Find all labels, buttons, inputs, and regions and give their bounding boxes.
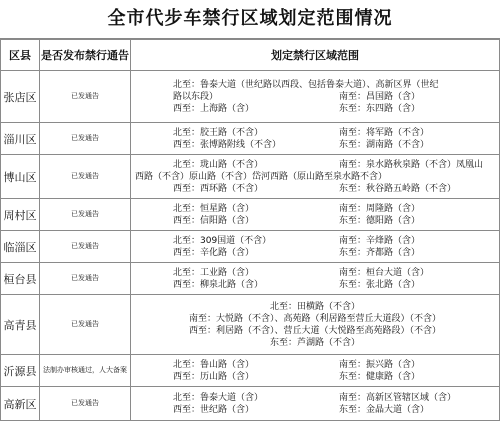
county-cell: 周村区 (1, 199, 40, 231)
range-text-right: 南至：将军路（不含） (339, 127, 430, 138)
range-text-right: 东至：张北路（含） (339, 279, 421, 290)
range-line (135, 203, 495, 215)
range-line (135, 279, 495, 291)
range-text-left: 北至：珑山路（不含） (173, 159, 264, 170)
range-line: 南至：大悦路（不含）、高苑路（利居路至营丘大道段）（不含） (188, 313, 441, 324)
range-text-right: 东至：湖南路（不含） (339, 139, 430, 150)
range-text-right: 南至：辛烽路（含） (339, 235, 421, 246)
table-row (1, 231, 500, 263)
range-line (135, 183, 495, 195)
range-text-left: 西至：辛化路（含） (173, 247, 255, 258)
county-cell: 淄川区 (1, 123, 40, 155)
range-cell (131, 155, 500, 199)
range-line (135, 235, 495, 247)
header-row (1, 40, 500, 71)
range-text-left: 西至：历山路（含） (173, 371, 255, 382)
range-text-right: 东至：齐都路（含） (339, 247, 421, 258)
range-cell (131, 263, 500, 295)
range-text-left: 西至：柳泉北路（含） (173, 279, 264, 290)
range-line (135, 127, 495, 139)
range-text-left: 北至：胶王路（不含） (173, 127, 264, 138)
notice-cell: 已发通告 (40, 295, 131, 355)
header-county: 区县 (1, 40, 40, 71)
range-line: 北至：田横路（不含） (269, 301, 360, 312)
table-row (1, 263, 500, 295)
range-text-right: 东至：东四路（含） (339, 103, 421, 114)
range-text-left: 西至：张博路附线（不含） (173, 139, 282, 150)
range-line (135, 159, 495, 171)
header-range: 划定禁行区域范围 (131, 40, 500, 71)
range-line (135, 139, 495, 151)
range-cell (131, 295, 500, 355)
sheet-title: 全市代步车禁行区域划定范围情况 (0, 0, 500, 39)
range-text-right: 南至：振兴路（含） (339, 359, 421, 370)
notice-cell: 已发通告 (40, 123, 131, 155)
county-cell: 临淄区 (1, 231, 40, 263)
county-cell: 桓台县 (1, 263, 40, 295)
range-line: 北至：鲁泰大道（世纪路以西段、包括鲁泰大道）、高新区界（世纪 (173, 79, 439, 90)
range-text-right: 南至：泉水路秋泉路（不含）凤凰山 (339, 159, 484, 170)
notice-cell: 已发通告 (40, 199, 131, 231)
range-line: 西至：利居路（不含）、营丘大道（大悦路至高苑路段）（不含） (188, 325, 441, 336)
range-cell (131, 387, 500, 421)
range-text-right: 南至：周隆路（含） (339, 203, 421, 214)
header-notice: 是否发布禁行通告 (40, 40, 131, 71)
county-cell: 张店区 (1, 71, 40, 123)
range-line (135, 215, 495, 227)
county-cell: 高新区 (1, 387, 40, 421)
county-cell: 高青县 (1, 295, 40, 355)
range-text-left: 北至：鲁山路（含） (173, 359, 255, 370)
table-row (1, 355, 500, 387)
range-text-left: 北至：工业路（含） (173, 267, 255, 278)
range-line: 西路（不含）原山路（不含）岱河西路（原山路至泉水路不含） (135, 171, 388, 182)
range-text-right: 东至：秋谷路五岭路（不含） (339, 183, 457, 194)
range-cell (131, 355, 500, 387)
range-text-left: 西至：信阳路（含） (173, 215, 255, 226)
range-text-left: 西至：世纪路（含） (173, 404, 255, 415)
range-line (135, 371, 495, 383)
county-cell: 沂源县 (1, 355, 40, 387)
restriction-table (0, 39, 500, 421)
range-line (135, 103, 495, 115)
county-cell: 博山区 (1, 155, 40, 199)
range-line: 东至：芦湖路（不含） (269, 337, 360, 348)
range-line (135, 267, 495, 279)
table-row (1, 155, 500, 199)
range-cell (131, 123, 500, 155)
table-row (1, 199, 500, 231)
table-row (1, 295, 500, 355)
table-body (1, 71, 500, 421)
table-row (1, 387, 500, 421)
range-line (135, 404, 495, 416)
range-line (135, 91, 495, 103)
range-text-right: 东至：金晶大道（含） (339, 404, 430, 415)
range-text-left: 西至：上海路（含） (173, 103, 255, 114)
table-row (1, 71, 500, 123)
range-line (135, 247, 495, 259)
range-cell (131, 71, 500, 123)
notice-cell: 已发通告 (40, 263, 131, 295)
table-row (1, 123, 500, 155)
range-text-left: 西至：西环路（不含） (173, 183, 264, 194)
range-text-right: 南至：桓台大道（含） (339, 267, 430, 278)
range-text-right: 东至：健康路（含） (339, 371, 421, 382)
notice-cell: 已发通告 (40, 387, 131, 421)
notice-cell: 已发通告 (40, 231, 131, 263)
range-text-left: 北至：鲁泰大道（含） (173, 392, 264, 403)
notice-cell: 法制办审核通过，人大备案 (40, 355, 131, 387)
range-line (135, 359, 495, 371)
range-text-right: 南至：高新区管辖区域（含） (339, 392, 457, 403)
range-text-left: 北至：309国道（不含） (173, 235, 272, 246)
notice-cell: 已发通告 (40, 71, 131, 123)
range-text-left: 路以东段） (173, 91, 219, 102)
range-text-right: 东至：德阳路（含） (339, 215, 421, 226)
range-text-right: 南至：昌国路（含） (339, 91, 421, 102)
range-text-left: 北至：恒星路（含） (173, 203, 255, 214)
range-line (135, 392, 495, 404)
range-cell (131, 199, 500, 231)
range-cell (131, 231, 500, 263)
notice-cell: 已发通告 (40, 155, 131, 199)
